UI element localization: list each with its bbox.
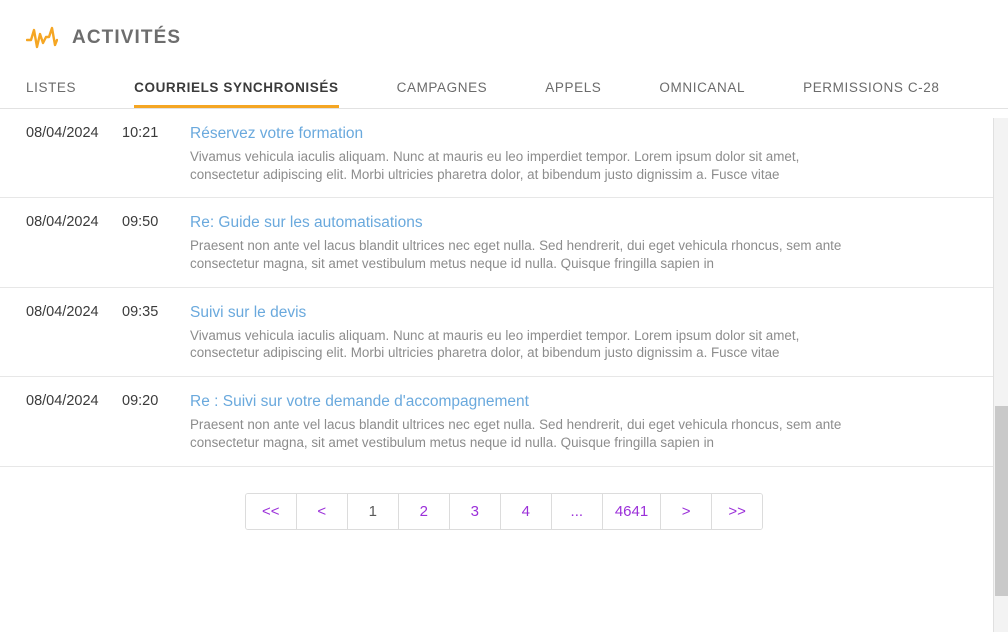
table-row[interactable]	[0, 377, 1008, 466]
content-area	[0, 109, 1008, 623]
email-content	[190, 393, 1008, 451]
pagination-first[interactable]: <<	[246, 494, 297, 529]
email-content	[190, 304, 1008, 362]
table-row[interactable]	[0, 109, 1008, 198]
pagination-page-last[interactable]: 4641	[603, 494, 661, 529]
vertical-scrollbar[interactable]	[993, 118, 1008, 632]
tab-bar	[0, 72, 1008, 109]
tab-appels[interactable]: APPELS	[545, 80, 602, 95]
activity-pulse-icon	[26, 22, 58, 54]
pagination-prev[interactable]: <	[297, 494, 348, 529]
pagination-ellipsis: ...	[552, 494, 603, 529]
pagination-next[interactable]: >	[661, 494, 712, 529]
email-date: 08/04/2024	[26, 393, 99, 410]
tab-omnicanal[interactable]: OMNICANAL	[659, 80, 746, 95]
pagination-page-3[interactable]: 3	[450, 494, 501, 529]
tab-listes[interactable]: LISTES	[26, 80, 77, 95]
table-row[interactable]	[0, 288, 1008, 377]
email-date: 08/04/2024	[26, 214, 99, 231]
scrollbar-thumb[interactable]	[995, 406, 1008, 596]
email-subject-link[interactable]: Re: Guide sur les automatisations	[190, 214, 423, 232]
tab-campagnes[interactable]: CAMPAGNES	[396, 80, 488, 95]
email-preview: Praesent non ante vel lacus blandit ultrices nec eget nulla. Sed hendrerit, dui eget vehicula rhoncus, sem ante consectetur magna, sit amet vestibulum metus neque id nulla. Quisque fringilla sapien in	[190, 238, 842, 272]
pagination-container	[0, 493, 1008, 530]
table-row[interactable]	[0, 198, 1008, 287]
email-list	[0, 109, 1008, 467]
email-content	[190, 214, 1008, 272]
email-time: 09:35	[122, 303, 159, 320]
email-content	[190, 125, 1008, 183]
pagination-page-4[interactable]: 4	[501, 494, 552, 529]
pagination	[245, 493, 763, 530]
tab-permissions-c28[interactable]: PERMISSIONS C-28	[803, 80, 940, 95]
pagination-last[interactable]: >>	[712, 494, 762, 529]
email-preview: Vivamus vehicula iaculis aliquam. Nunc at mauris eu leo imperdiet tempor. Lorem ipsum dolor sit amet, consectetur adipiscing elit. Morbi ultricies pharetra dolor, at bibendum justo dignissim a. Fusce vitae	[190, 149, 800, 182]
email-time: 09:20	[122, 393, 159, 410]
email-date: 08/04/2024	[26, 303, 99, 320]
page-header	[0, 0, 1008, 72]
email-subject-link[interactable]: Réservez votre formation	[190, 125, 364, 142]
email-subject-link[interactable]: Suivi sur le devis	[190, 303, 307, 321]
email-subject-link[interactable]: Re : Suivi sur votre demande d'accompagnement	[190, 393, 529, 411]
email-date: 08/04/2024	[26, 125, 99, 141]
email-time: 09:50	[122, 214, 159, 231]
pagination-page-2[interactable]: 2	[399, 494, 450, 529]
pagination-page-current: 1	[348, 494, 399, 529]
email-time: 10:21	[122, 125, 159, 141]
page-title: ACTIVITÉS	[72, 27, 182, 48]
email-preview: Vivamus vehicula iaculis aliquam. Nunc at mauris eu leo imperdiet tempor. Lorem ipsum dolor sit amet, consectetur adipiscing elit. Morbi ultricies pharetra dolor, at bibendum justo dignissim a. Fusce vitae	[190, 327, 800, 361]
email-preview: Praesent non ante vel lacus blandit ultrices nec eget nulla. Sed hendrerit, dui eget vehicula rhoncus, sem ante consectetur magna, sit amet vestibulum metus neque id nulla. Quisque fringilla sapien in	[190, 417, 842, 450]
tab-courriels-synchronises[interactable]: COURRIELS SYNCHRONISÉS	[134, 80, 338, 108]
